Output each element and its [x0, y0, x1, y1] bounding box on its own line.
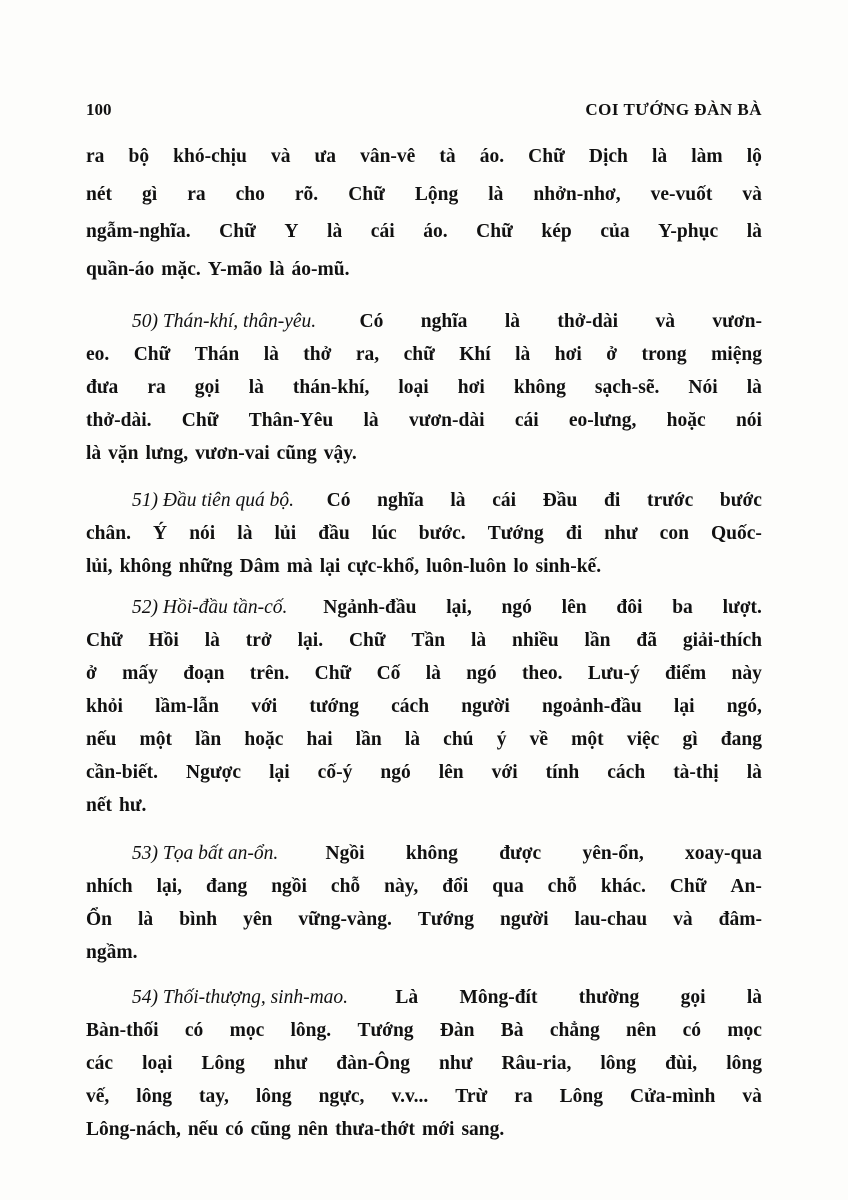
numbered-paragraph — [86, 591, 762, 822]
text-line: eo. Chữ Thán là thở ra, chữ Khí là hơi ở trong miệng — [86, 344, 762, 365]
text-line: ra bộ khó-chịu và ưa vân-vê tà áo. Chữ Dịch là làm lộ — [86, 146, 762, 167]
entry-title: 54) Thối-thượng, sinh-mao. — [132, 987, 349, 1008]
numbered-paragraph — [86, 305, 762, 470]
text-line: là vặn lưng, vươn-vai cũng vậy. — [86, 443, 357, 464]
text-line: ngầm. — [86, 942, 138, 963]
text-line: 50) Thán-khí, thân-yêu. Có nghĩa là thở-dài và vươn- — [86, 305, 762, 338]
text-line: Ổn là bình yên vững-vàng. Tướng người lau-chau và đâm- — [86, 909, 762, 930]
text-line: quần-áo mặc. Y-mão là áo-mũ. — [86, 258, 350, 280]
text-line: đưa ra gọi là thán-khí, loại hơi không sạch-sẽ. Nói là — [86, 377, 762, 398]
text-line: cần-biết. Ngược lại cố-ý ngó lên với tính cách tà-thị là — [86, 762, 762, 783]
numbered-paragraph — [86, 484, 762, 583]
entry-title: 51) Đầu tiên quá bộ. — [132, 490, 294, 511]
text-line: Lông-nách, nếu có cũng nên thưa-thớt mới sang. — [86, 1119, 505, 1140]
text-line: khỏi lầm-lẫn với tướng cách người ngoảnh-đầu lại ngó, — [86, 696, 762, 717]
text-line: nếu một lần hoặc hai lần là chú ý về một việc gì đang — [86, 729, 762, 750]
text-line: Bàn-thối có mọc lông. Tướng Đàn Bà chẳng nên có mọc — [86, 1020, 762, 1041]
text-line: Chữ Hồi là trở lại. Chữ Tần là nhiều lần đã giải-thích — [86, 630, 762, 651]
paragraph — [86, 138, 762, 288]
text-line: nhích lại, đang ngồi chỗ này, đổi qua chỗ khác. Chữ An- — [86, 876, 762, 897]
entry-title: 53) Tọa bất an-ổn. — [132, 843, 279, 864]
text-line: 51) Đầu tiên quá bộ. Có nghĩa là cái Đầu đi trước bước — [86, 484, 762, 517]
page-number: 100 — [86, 100, 112, 119]
running-title: COI TƯỚNG ĐÀN BÀ — [585, 100, 762, 119]
text-line: nết hư. — [86, 795, 147, 816]
text-line: thở-dài. Chữ Thân-Yêu là vươn-dài cái eo-lưng, hoặc nói — [86, 410, 762, 431]
text-line: vế, lông tay, lông ngực, v.v... Trừ ra Lông Cửa-mình và — [86, 1086, 762, 1107]
numbered-paragraph — [86, 837, 762, 969]
text-line: các loại Lông như đàn-Ông như Râu-ria, lông đùi, lông — [86, 1053, 762, 1074]
entry-title: 50) Thán-khí, thân-yêu. — [132, 311, 317, 332]
text-line: 53) Tọa bất an-ổn. Ngồi không được yên-ổn, xoay-qua — [86, 837, 762, 870]
text-line: 54) Thối-thượng, sinh-mao. Là Mông-đít thường gọi là — [86, 981, 762, 1014]
text-line: lủi, không những Dâm mà lại cực-khổ, luôn-luôn lo sinh-kế. — [86, 556, 602, 577]
text-line: ngẫm-nghĩa. Chữ Y là cái áo. Chữ kép của Y-phục là — [86, 221, 762, 242]
entry-title: 52) Hồi-đầu tần-cố. — [132, 597, 288, 618]
text-line: ở mấy đoạn trên. Chữ Cố là ngó theo. Lưu-ý điểm này — [86, 663, 762, 684]
numbered-paragraph — [86, 981, 762, 1146]
text-line: nét gì ra cho rõ. Chữ Lộng là nhởn-nhơ, ve-vuốt và — [86, 183, 762, 205]
text-line: chân. Ý nói là lủi đầu lúc bước. Tướng đi như con Quốc- — [86, 523, 762, 544]
text-line: 52) Hồi-đầu tần-cố. Ngảnh-đầu lại, ngó lên đôi ba lượt. — [86, 591, 762, 624]
